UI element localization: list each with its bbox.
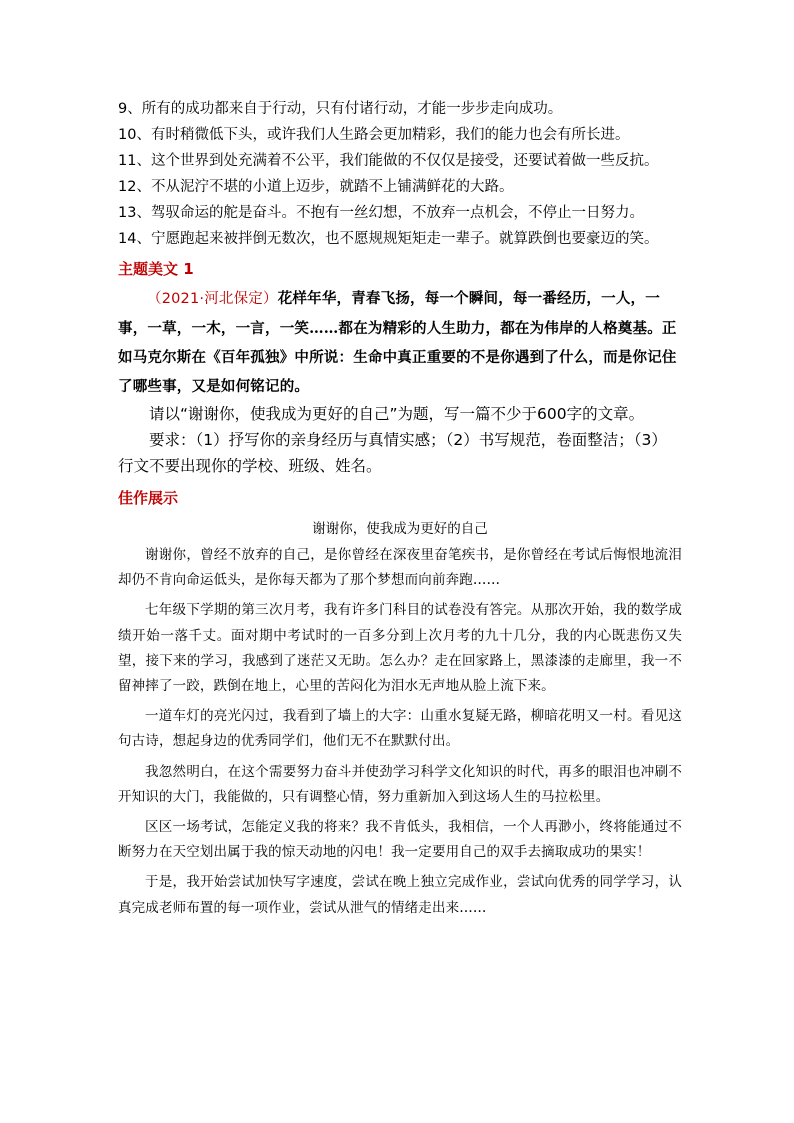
essay-paragraph: 一道车灯的亮光闪过，我看到了墙上的大字：山重水复疑无路，柳暗花明又一村。看见这句古诗，想起身边的优秀同学们，他们无不在默默付出。 xyxy=(118,708,682,750)
requirements-line: 要求：（1）抒写你的亲身经历与真情实感；（2）书写规范，卷面整洁；（3）行文不要出现你的学校、班级、姓名。 xyxy=(118,431,667,475)
quote-item: 14、宁愿跑起来被拌倒无数次，也不愿规规矩矩走一辈子。就算跌倒也要豪迈的笑。 xyxy=(118,231,659,247)
showcase-heading: 佳作展示 xyxy=(118,489,179,507)
essay-title: 谢谢你，使我成为更好的自己 xyxy=(312,521,488,537)
essay-paragraph: 七年级下学期的第三次月考，我有许多门科目的试卷没有答完。从那次开始，我的数学成绩开始一落千丈。面对期中考试时的一百多分到上次月考的九十几分，我的内心既悲伤又失望，接下来的学习，我感到了迷茫又无助。怎么办？走在回家路上，黑漆漆的走廊里，我一不留神摔了一跤，跌倒在地上，心里的苦闷化为泪水无声地从脸上流下来。 xyxy=(118,602,682,695)
prompt-text: 花样年华，青春飞扬，每一个瞬间，每一番经历，一人，一事，一草，一木，一言，一笑……都在为精彩的人生助力，都在为伟岸的人格奠基。正如马克尔斯在《百年孤独》中所说：生命中真正重要的不是你遇到了什么，而是你记住了哪些事，又是如何铭记的。 xyxy=(118,290,677,395)
task-line: 请以“谢谢你，使我成为更好的自己”为题，写一篇不少于600字的文章。 xyxy=(149,405,645,423)
essay-paragraph: 于是，我开始尝试加快写字速度，尝试在晚上独立完成作业，尝试向优秀的同学学习，认真完成老师布置的每一项作业，尝试从泄气的情绪走出来…… xyxy=(118,874,682,916)
quote-item: 9、所有的成功都来自于行动，只有付诸行动，才能一步步走向成功。 xyxy=(118,101,563,117)
document-page xyxy=(118,96,682,926)
quote-item: 11、这个世界到处充满着不公平，我们能做的不仅仅是接受，还要试着做一些反抗。 xyxy=(118,153,659,169)
quote-item: 10、有时稍微低下头，或许我们人生路会更加精彩，我们的能力也会有所长进。 xyxy=(118,127,630,143)
essay-paragraph: 谢谢你，曾经不放弃的自己，是你曾经在深夜里奋笔疾书，是你曾经在考试后悔恨地流泪却仍不肯向命运低头，是你每天都为了那个梦想而向前奔跑…… xyxy=(118,547,682,589)
quote-item: 12、不从泥泞不堪的小道上迈步，就踏不上铺满鲜花的大路。 xyxy=(118,179,514,195)
essay-paragraph: 区区一场考试，怎能定义我的将来？我不肯低头，我相信，一个人再渺小，终将能通过不断努力在天空划出属于我的惊天动地的闪电！我一定要用自己的双手去摘取成功的果实！ xyxy=(118,819,682,861)
prompt-source: （2021·河北保定） xyxy=(147,291,278,307)
quote-item: 13、驾驭命运的舵是奋斗。不抱有一丝幻想，不放弃一点机会，不停止一日努力。 xyxy=(118,205,644,221)
essay-paragraph: 我忽然明白，在这个需要努力奋斗并使劲学习科学文化知识的时代，再多的眼泪也冲刷不开知识的大门，我能做的，只有调整心情，努力重新加入到这场人生的马拉松里。 xyxy=(118,763,682,805)
theme-heading: 主题美文 1 xyxy=(118,260,194,278)
writing-prompt xyxy=(118,284,682,401)
